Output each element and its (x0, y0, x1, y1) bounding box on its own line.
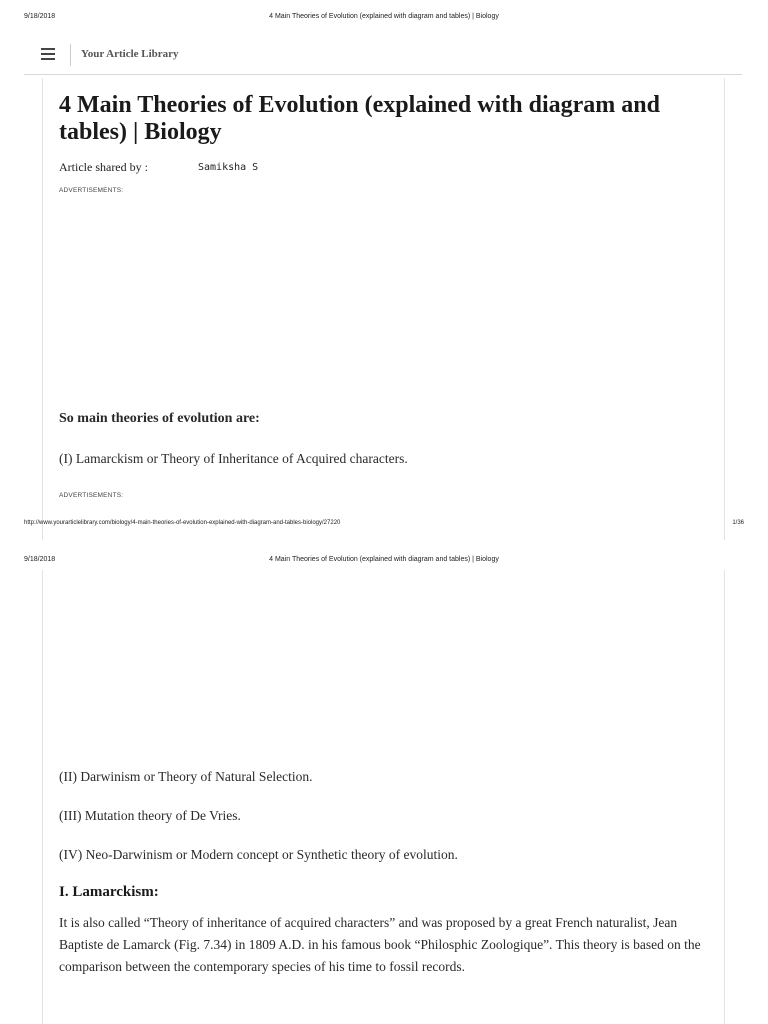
card-left-border (42, 570, 43, 1024)
header-divider (70, 44, 71, 66)
print-header (0, 13, 768, 27)
theory-item: (IV) Neo-Darwinism or Modern concept or Synthetic theory of evolution. (59, 847, 458, 862)
theory-item: (II) Darwinism or Theory of Natural Selection. (59, 769, 313, 784)
advertisement-slot (59, 575, 699, 750)
theories-intro-heading: So main theories of evolution are: (59, 411, 260, 426)
shared-by-label: Article shared by : (59, 160, 148, 174)
header-underline (24, 74, 742, 75)
author-name[interactable]: Samiksha S (198, 162, 259, 173)
theory-item: (III) Mutation theory of De Vries. (59, 808, 241, 823)
site-name-link[interactable]: Your Article Library (81, 48, 179, 60)
hamburger-menu-icon[interactable] (41, 48, 55, 60)
print-date: 9/18/2018 (24, 556, 56, 563)
print-footer (0, 520, 768, 532)
card-right-border (724, 570, 725, 1024)
print-header (0, 556, 768, 570)
article-title: 4 Main Theories of Evolution (explained with diagram and tables) | Biology (59, 92, 660, 145)
card-left-border (42, 78, 43, 540)
site-header (0, 40, 768, 76)
section-heading-lamarckism: I. Lamarckism: (59, 884, 159, 900)
print-url: http://www.yourarticlelibrary.com/biology/4-main-theories-of-evolution-explained-with-diagram-and-tables-biology/27220 (24, 520, 341, 526)
lamarckism-paragraph: It is also called “Theory of inheritance of acquired characters” and was proposed by a great French naturalist, Jean Baptiste de Lamarck (Fig. 7.34) in 1809 A.D. in his famous book “Philosphic Zoologique”. This theory is based on the comparison between the contemporary species of his time to fossil records. (59, 915, 701, 974)
print-page-title: 4 Main Theories of Evolution (explained with diagram and tables) | Biology (269, 556, 499, 563)
advertisement-label: ADVERTISEMENTS: (59, 187, 124, 194)
print-page-number: 1/36 (732, 520, 744, 526)
theory-item: (I) Lamarckism or Theory of Inheritance of Acquired characters. (59, 451, 408, 466)
print-page-title: 4 Main Theories of Evolution (explained with diagram and tables) | Biology (269, 13, 499, 20)
card-right-border (724, 78, 725, 540)
print-date: 9/18/2018 (24, 13, 56, 20)
advertisement-label: ADVERTISEMENTS: (59, 492, 124, 499)
advertisement-slot (59, 198, 699, 398)
